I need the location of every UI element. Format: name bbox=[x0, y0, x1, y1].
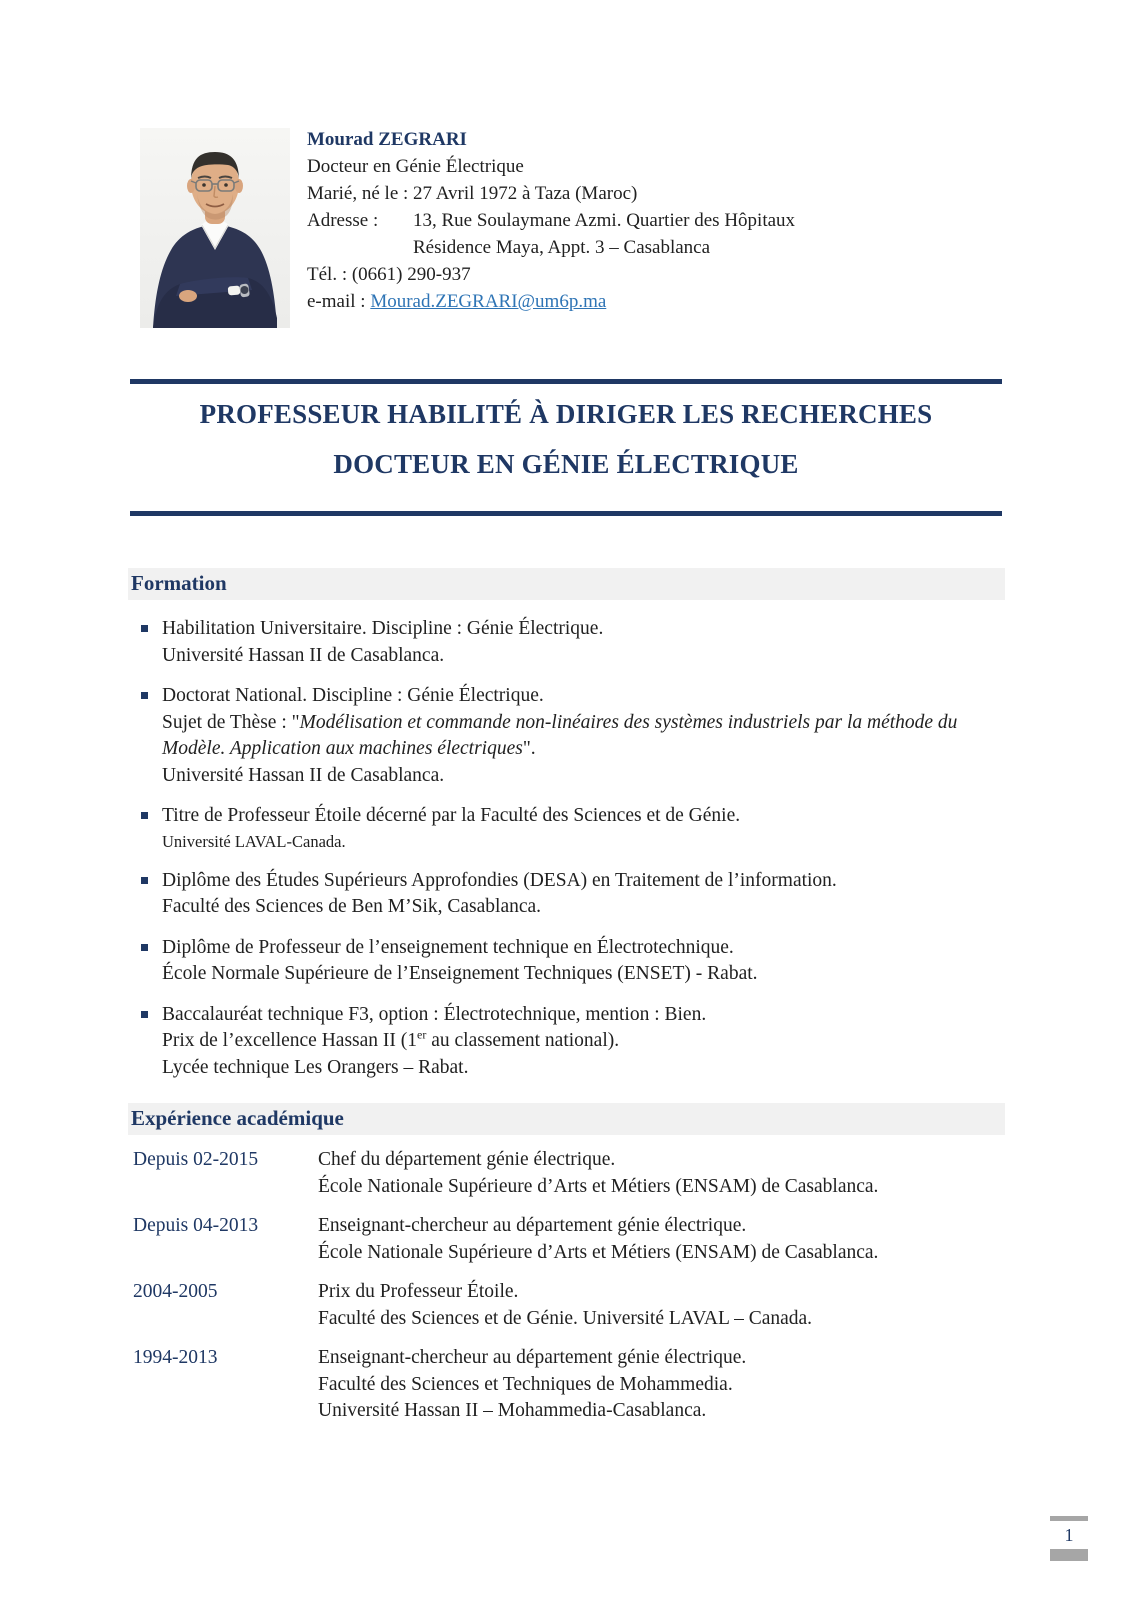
formation-line: Lycée technique Les Orangers – Rabat. bbox=[162, 1056, 469, 1078]
experience-date: 1994-2013 bbox=[133, 1347, 218, 1368]
formation-list bbox=[140, 616, 1002, 1095]
address-line-2: Résidence Maya, Appt. 3 – Casablanca bbox=[413, 237, 711, 258]
prix-suffix: au classement national). bbox=[426, 1030, 620, 1051]
thesis-suffix: ". bbox=[522, 738, 536, 759]
formation-item-habilitation bbox=[140, 616, 1002, 669]
experience-desc-line: Enseignant-chercheur au département génie électrique. bbox=[318, 1215, 747, 1236]
experience-row bbox=[133, 1345, 1005, 1425]
experience-row bbox=[133, 1213, 1005, 1266]
formation-line: Université Hassan II de Casablanca. bbox=[162, 764, 445, 786]
formation-line: Baccalauréat technique F3, option : Électrotechnique, mention : Bien. bbox=[162, 1003, 707, 1025]
doc-title-line-1: PROFESSEUR HABILITÉ À DIRIGER LES RECHERCHES bbox=[199, 399, 933, 429]
bullet-square-icon bbox=[141, 692, 148, 699]
formation-item-baccalaureat bbox=[140, 1002, 1002, 1082]
experience-desc bbox=[318, 1147, 1005, 1200]
experience-desc bbox=[318, 1213, 1005, 1266]
contact-degree: Docteur en Génie Électrique bbox=[307, 156, 524, 177]
formation-line: Université Hassan II de Casablanca. bbox=[162, 644, 445, 666]
formation-item-doctorat bbox=[140, 683, 1002, 789]
experience-desc-line: Chef du département génie électrique. bbox=[318, 1149, 616, 1170]
experience-desc bbox=[318, 1345, 1005, 1425]
email-label: e-mail : bbox=[307, 291, 366, 312]
experience-row bbox=[133, 1147, 1005, 1200]
formation-line: École Normale Supérieure de l’Enseignement Techniques (ENSET) - Rabat. bbox=[162, 963, 758, 984]
prix-superscript: er bbox=[417, 1027, 427, 1042]
section-heading-formation: Formation bbox=[128, 568, 1005, 600]
formation-line: Faculté des Sciences de Ben M’Sik, Casablanca. bbox=[162, 896, 542, 917]
document-title bbox=[130, 389, 1002, 489]
formation-line: Diplôme des Études Supérieurs Approfondies (DESA) en Traitement de l’information. bbox=[162, 869, 837, 891]
experience-rows bbox=[133, 1147, 1005, 1438]
address-label: Adresse : bbox=[307, 210, 379, 231]
footer-bar-bottom bbox=[1050, 1549, 1088, 1561]
experience-desc-line: Faculté des Sciences et de Génie. Université LAVAL – Canada. bbox=[318, 1307, 813, 1329]
prix-prefix: Prix de l’excellence Hassan II (1 bbox=[162, 1030, 418, 1051]
email-link[interactable]: Mourad.ZEGRARI@um6p.ma bbox=[370, 291, 607, 312]
contact-marital: Marié, né le : 27 Avril 1972 à Taza (Maroc) bbox=[307, 183, 638, 204]
formation-line: Doctorat National. Discipline : Génie Électrique. bbox=[162, 685, 544, 706]
bullet-square-icon bbox=[141, 812, 148, 819]
bullet-square-icon bbox=[141, 625, 148, 632]
page-number: 1 bbox=[1064, 1525, 1074, 1545]
contact-block bbox=[307, 126, 927, 315]
divider-bottom-rule bbox=[130, 511, 1002, 516]
formation-line: Université LAVAL-Canada. bbox=[162, 831, 346, 851]
bullet-square-icon bbox=[141, 1011, 148, 1018]
experience-desc-line: Prix du Professeur Étoile. bbox=[318, 1281, 519, 1302]
doc-title-line-2: DOCTEUR EN GÉNIE ÉLECTRIQUE bbox=[333, 449, 799, 479]
experience-desc-line: Faculté des Sciences et Techniques de Mohammedia. bbox=[318, 1373, 733, 1395]
formation-item-desa bbox=[140, 868, 1002, 921]
experience-row bbox=[133, 1279, 1005, 1332]
bullet-square-icon bbox=[141, 944, 148, 951]
experience-desc bbox=[318, 1279, 1005, 1332]
formation-prix-line bbox=[162, 1028, 1002, 1055]
formation-item-diplome-professeur bbox=[140, 935, 1002, 988]
formation-line: Habilitation Universitaire. Discipline : Génie Électrique. bbox=[162, 618, 604, 639]
page-footer bbox=[1050, 1516, 1088, 1561]
formation-thesis-line bbox=[162, 710, 1002, 763]
experience-date: 2004-2005 bbox=[133, 1281, 218, 1302]
formation-item-professeur-etoile bbox=[140, 803, 1002, 854]
profile-photo-illustration bbox=[140, 128, 290, 328]
experience-desc-line: École Nationale Supérieure d’Arts et Métiers (ENSAM) de Casablanca. bbox=[318, 1241, 879, 1263]
divider-top-rule bbox=[130, 379, 1002, 384]
bullet-square-icon bbox=[141, 877, 148, 884]
thesis-prefix: Sujet de Thèse : " bbox=[162, 711, 300, 733]
experience-desc-line: Université Hassan II – Mohammedia-Casablanca. bbox=[318, 1400, 707, 1421]
formation-line: Diplôme de Professeur de l’enseignement technique en Électrotechnique. bbox=[162, 936, 734, 958]
experience-date: Depuis 04-2013 bbox=[133, 1215, 259, 1236]
contact-phone: Tél. : (0661) 290-937 bbox=[307, 264, 471, 285]
experience-desc-line: École Nationale Supérieure d’Arts et Métiers (ENSAM) de Casablanca. bbox=[318, 1175, 879, 1197]
formation-line: Titre de Professeur Étoile décerné par la Faculté des Sciences et de Génie. bbox=[162, 805, 741, 826]
contact-name: Mourad ZEGRARI bbox=[307, 129, 467, 150]
profile-photo bbox=[140, 128, 290, 328]
thesis-title: Modélisation et commande non-linéaires des systèmes industriels par la méthode du Modèle. Application aux machines électriques bbox=[162, 711, 958, 759]
section-heading-experience: Expérience académique bbox=[128, 1103, 1005, 1135]
experience-date: Depuis 02-2015 bbox=[133, 1149, 259, 1170]
address-line-1: 13, Rue Soulaymane Azmi. Quartier des Hôpitaux bbox=[413, 210, 796, 231]
experience-desc-line: Enseignant-chercheur au département génie électrique. bbox=[318, 1347, 747, 1368]
